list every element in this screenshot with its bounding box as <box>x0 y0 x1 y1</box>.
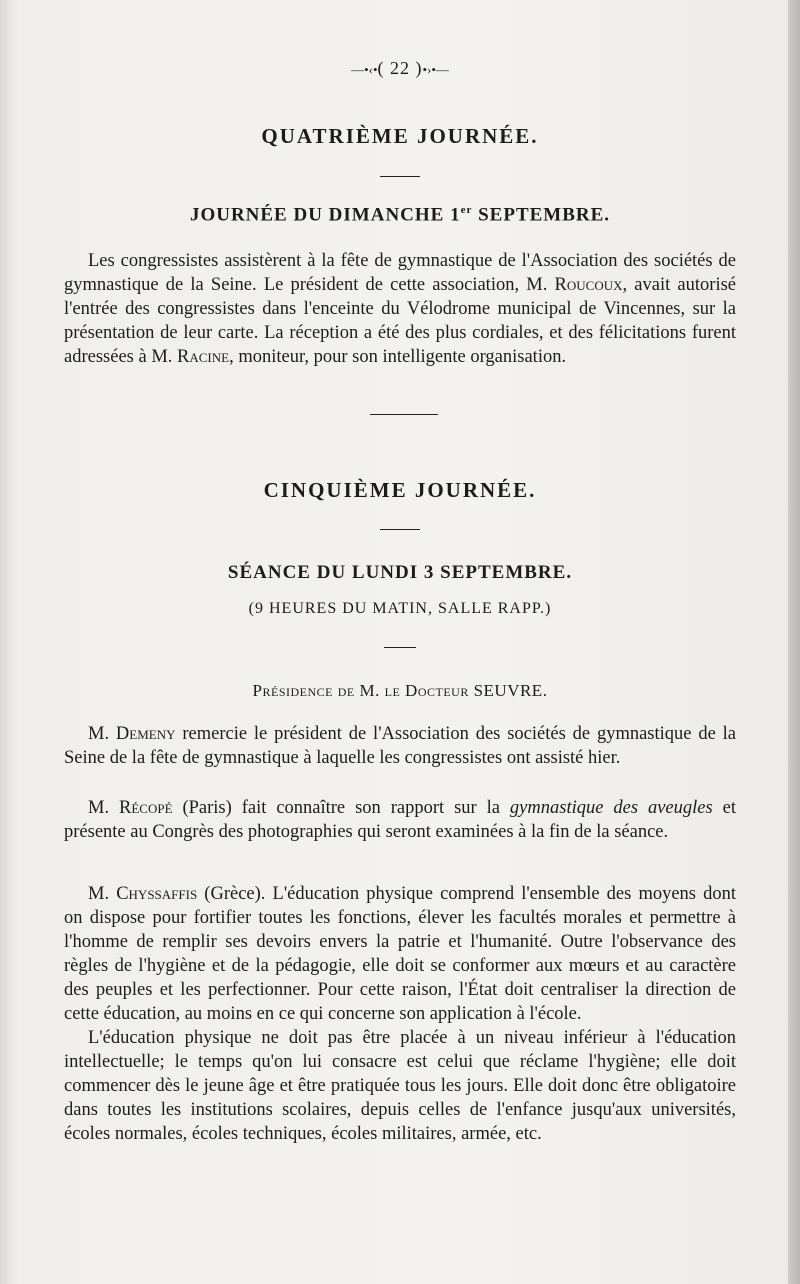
presidency-word-3: M. <box>359 681 380 700</box>
day5-paragraph-chyssaffis <box>64 882 736 1026</box>
day4-paragraph-block <box>64 249 736 369</box>
session-subtitle: (9 HEURES DU MATIN, SALLE RAPP.) <box>248 600 552 617</box>
presidency-word-2: de <box>337 681 355 700</box>
day4-text-2: , avait autorisé l'entrée des congressistes dans l'enceinte du Vélodrome municipal de Vincennes, sur la présentation de leur carte. La réception a été des plus cordiales, et des félicitations furent adressées à M. <box>64 275 736 367</box>
section-separator-rule <box>370 414 438 415</box>
presidency-word-5: Docteur <box>405 681 469 700</box>
page-number-header <box>0 58 800 79</box>
p3-prefix: M. <box>88 884 117 904</box>
person-chyssaffis: Chyssaffis <box>116 884 198 904</box>
p2-prefix: M. <box>88 798 120 818</box>
person-roucoux: Roucoux <box>554 275 623 295</box>
day4-text-1: Les congressistes assistèrent à la fête de gymnastique de l'Association des sociétés de gymnastique de la Seine. Le président de cette association, M. <box>64 251 736 295</box>
day4-text-3: , moniteur, pour son intelligente organisation. <box>229 347 567 367</box>
presidency-word-1: Présidence <box>252 681 333 700</box>
page-number: ( 22 ) <box>377 58 423 78</box>
day4-title: QUATRIÈME JOURNÉE. <box>261 124 539 148</box>
session-title: SÉANCE DU LUNDI 3 SEPTEMBRE. <box>227 562 573 583</box>
day5-title: CINQUIÈME JOURNÉE. <box>263 478 537 502</box>
presidency-word-4: le <box>384 681 401 700</box>
day5-p2-block <box>64 796 736 844</box>
day5-p3-block <box>64 882 736 1146</box>
day5-paragraph-continuation <box>64 1026 736 1146</box>
day4-date-title-post: SEPTEMBRE. <box>472 204 611 226</box>
day5-p1-block <box>64 722 736 770</box>
person-demeny: Demeny <box>115 724 176 744</box>
person-recope: Récopé <box>119 798 173 818</box>
p2-text-1: (Paris) fait connaître son rapport sur la <box>172 798 510 818</box>
day5-title-rule <box>380 529 420 530</box>
ornament-right: •›•— <box>422 62 449 77</box>
day4-date-title-pre: JOURNÉE DU DIMANCHE 1 <box>189 204 461 226</box>
day4-date-title <box>0 204 800 226</box>
day5-paragraph-recope <box>64 796 736 844</box>
p1-text: remercie le président de l'Association des sociétés de gymnastique de la Seine de la fête de gymnastique à laquelle les congressistes ont assisté hier. <box>64 724 736 768</box>
page-spine-shadow <box>788 0 800 1284</box>
day4-paragraph <box>64 249 736 369</box>
presidency-line <box>0 681 800 701</box>
p1-prefix: M. <box>88 724 116 744</box>
ornament-left: —•‹• <box>351 62 378 77</box>
p3-text: (Grèce). L'éducation physique comprend l'ensemble des moyens dont on dispose pour fortifier toutes les fonctions, élever les facultés morales et permettre à l'homme de remplir ses devoirs envers la patrie et l'humanité. Outre l'observance des règles de l'hygiène et de la pédagogie, elle doit se conformer aux mœurs et au caractère des peuples et les perfectionner. Pour cette raison, l'État doit centraliser la direction de cette éducation, au moins en ce qui concerne son application à l'école. <box>64 884 737 1024</box>
day4-date-title-sup: er <box>460 204 473 216</box>
presidency-word-6: SEUVRE. <box>473 681 548 700</box>
day5-paragraph-demeny <box>64 722 736 770</box>
p2-italic-title: gymnastique des aveugles <box>509 798 713 818</box>
session-rule <box>384 647 416 648</box>
p4-text: L'éducation physique ne doit pas être placée à un niveau inférieur à l'éducation intellectuelle; le temps qu'on lui consacre est celui que réclame l'hygiène; elle doit commencer dès le jeune âge et être pratiquée tous les jours. Elle doit donc être obligatoire dans toutes les institutions scolaires, depuis celles de l'enfance jusqu'aux universités, écoles normales, écoles techniques, écoles militaires, armée, etc. <box>64 1028 736 1144</box>
p2-text-2: et présente au Congrès des photographies qui seront examinées à la fin de la séance. <box>64 798 736 842</box>
day4-title-rule <box>380 176 420 177</box>
person-racine: Racine <box>177 347 230 367</box>
